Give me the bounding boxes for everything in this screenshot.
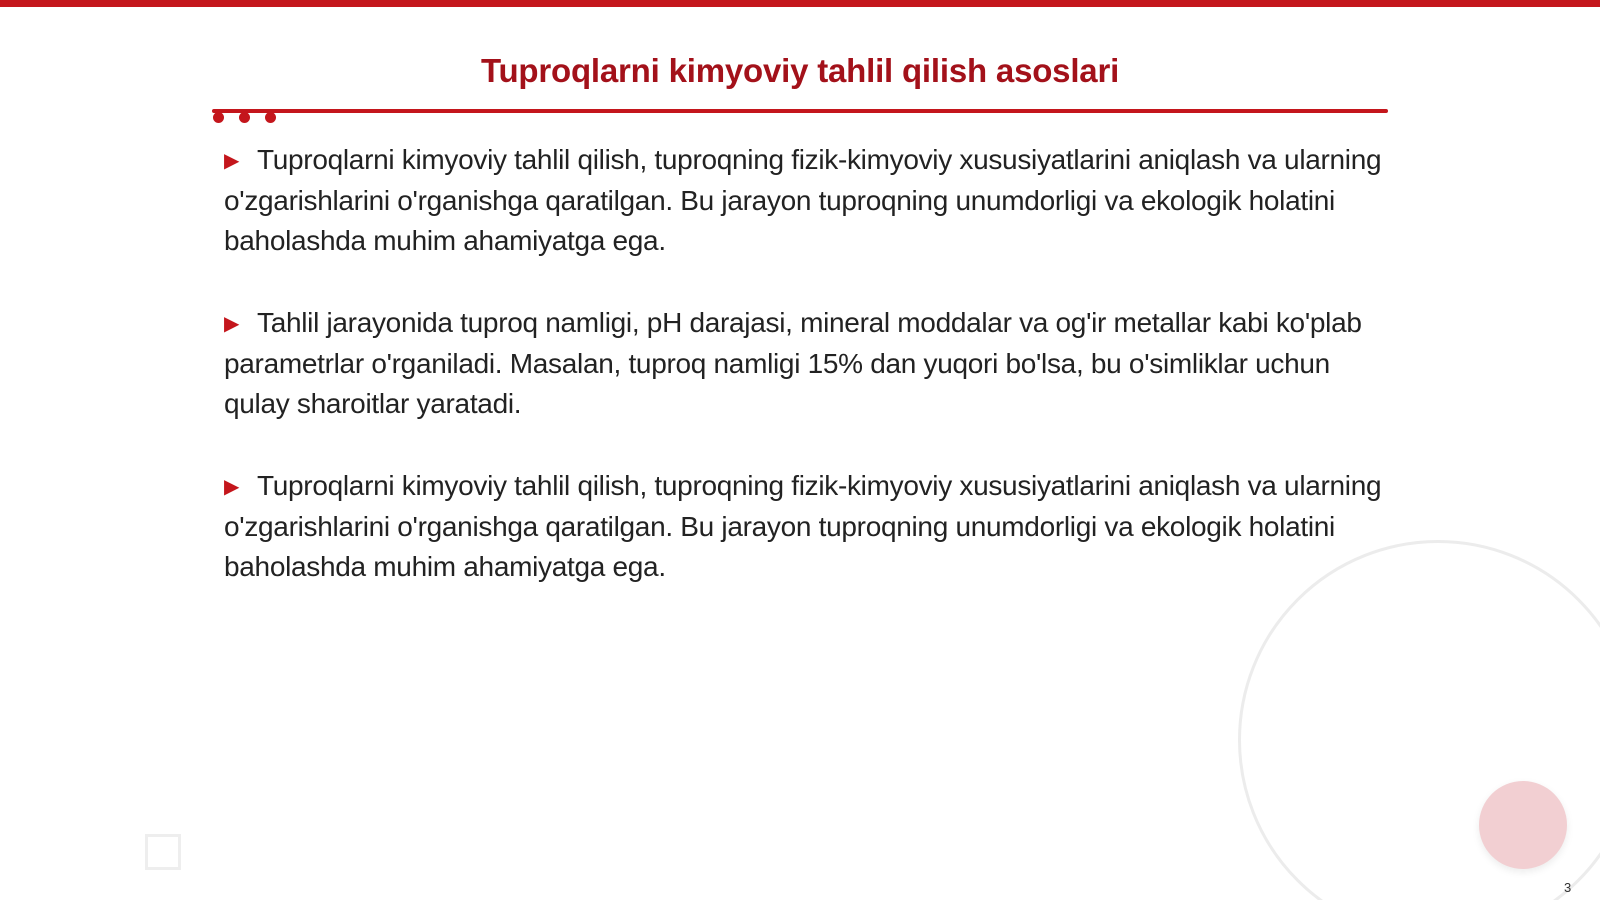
decor-square	[145, 834, 181, 870]
decor-dot	[239, 112, 250, 123]
decor-dot	[213, 112, 224, 123]
bullet-arrow-icon: ▶	[224, 313, 240, 335]
bullet-paragraph	[224, 140, 1384, 261]
slide-title: Tuproqlarni kimyoviy tahlil qilish asoslari	[480, 52, 1120, 89]
bullet-arrow-icon: ▶	[224, 150, 240, 172]
bullet-paragraph	[224, 303, 1384, 424]
decor-dot	[265, 112, 276, 123]
bullet-arrow-icon: ▶	[224, 476, 240, 498]
decor-pink-circle	[1479, 781, 1567, 869]
title-underline	[212, 109, 1388, 113]
bullet-text: Tahlil jarayonida tuproq namligi, pH darajasi, mineral moddalar va og'ir metallar kabi ko'plab parametrlar o'rganiladi. Masalan, tuproq namligi 15% dan yuqori bo'lsa, bu o'simliklar uchun qulay sharoitlar yaratadi.	[224, 307, 1362, 419]
page-number: 3	[1564, 880, 1572, 895]
bullet-list	[224, 140, 1384, 629]
top-accent-bar	[0, 0, 1600, 7]
bullet-text: Tuproqlarni kimyoviy tahlil qilish, tuproqning fizik-kimyoviy xususiyatlarini aniqlash va ularning o'zgarishlarini o'rganishga qaratilgan. Bu jarayon tuproqning unumdorligi va ekologik holatini baholashda muhim ahamiyatga ega.	[224, 144, 1382, 256]
bullet-text: Tuproqlarni kimyoviy tahlil qilish, tuproqning fizik-kimyoviy xususiyatlarini aniqlash va ularning o'zgarishlarini o'rganishga qaratilgan. Bu jarayon tuproqning unumdorligi va ekologik holatini baholashda muhim ahamiyatga ega.	[224, 470, 1382, 582]
bullet-paragraph	[224, 466, 1384, 587]
